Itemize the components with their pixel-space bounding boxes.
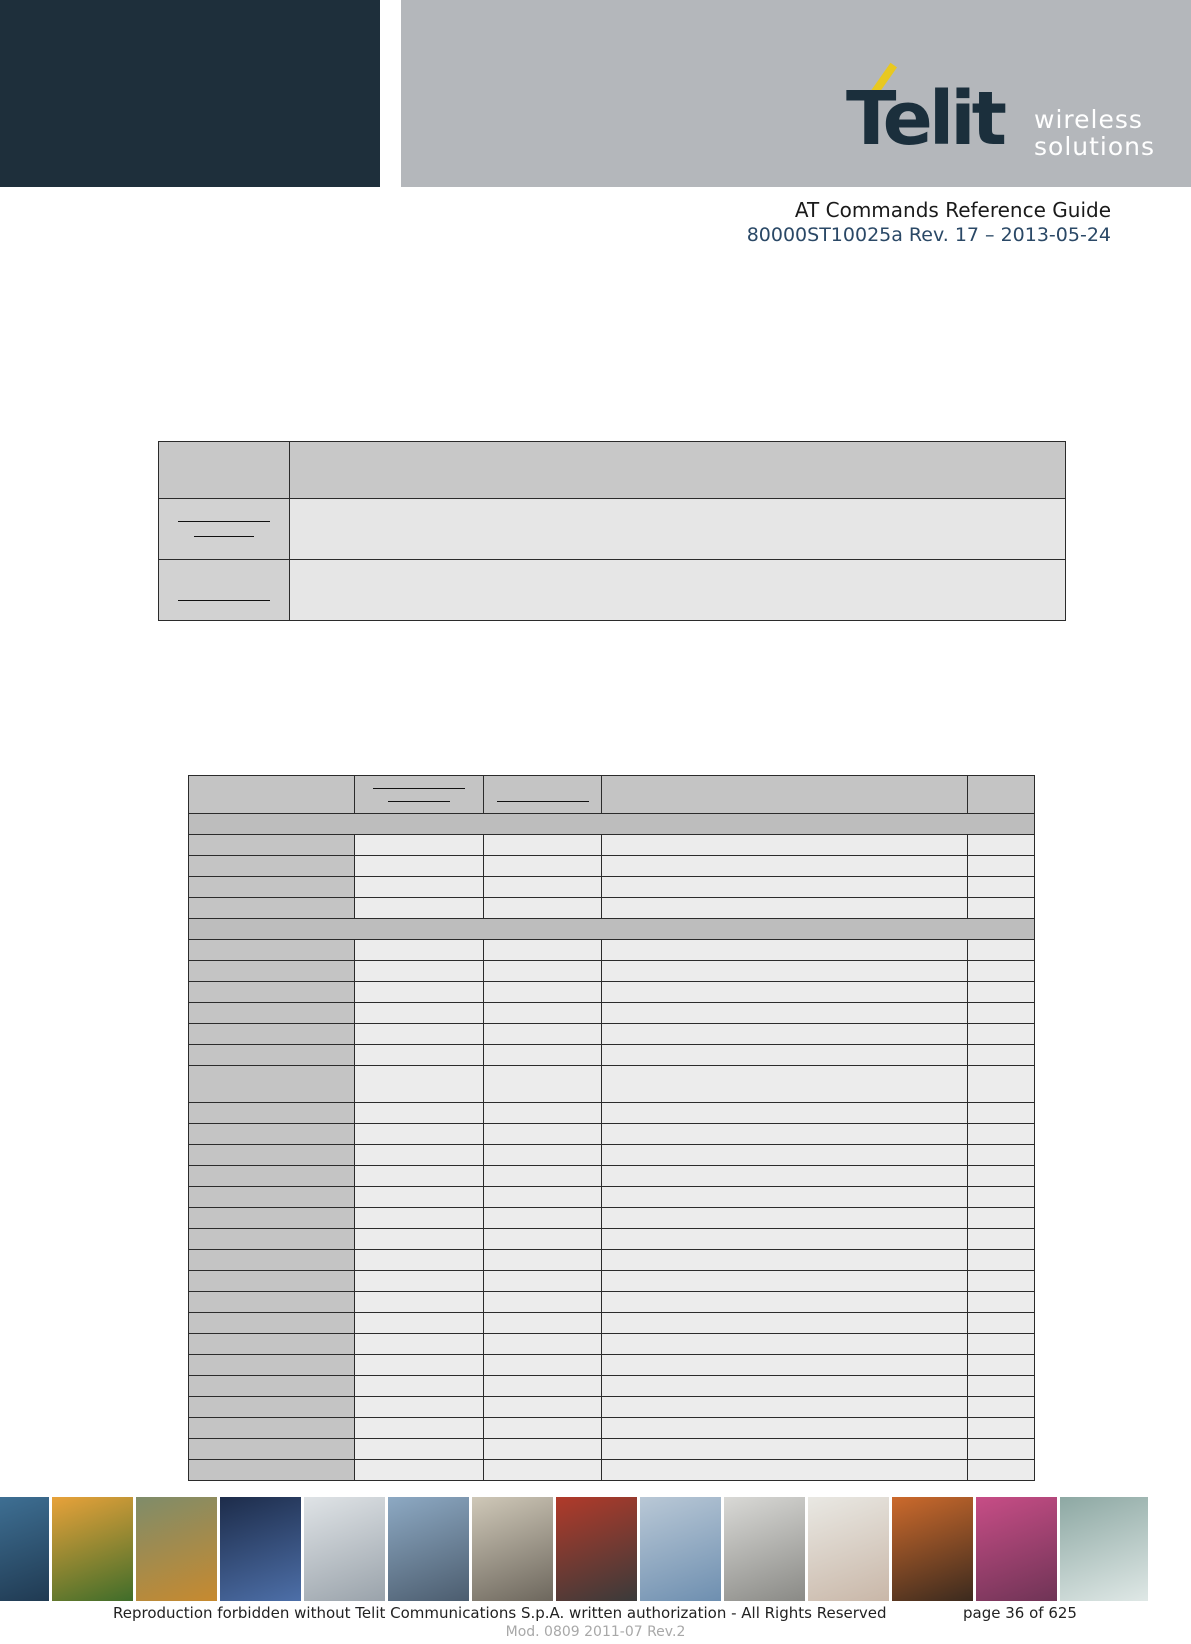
value-cell xyxy=(355,940,484,961)
value-cell xyxy=(968,940,1035,961)
command-cell xyxy=(189,1066,355,1103)
value-cell xyxy=(355,1003,484,1024)
value-cell xyxy=(484,835,602,856)
table-row xyxy=(189,877,1035,898)
footer-photo xyxy=(220,1497,304,1601)
value-cell xyxy=(602,1187,968,1208)
footer-photo xyxy=(304,1497,388,1601)
legend-header-key-cell xyxy=(159,442,290,499)
value-cell xyxy=(484,1376,602,1397)
command-cell xyxy=(189,1229,355,1250)
section-cell xyxy=(189,814,1035,835)
page-number: page 36 of 625 xyxy=(963,1604,1077,1622)
legend-value-cell xyxy=(290,499,1066,560)
value-cell xyxy=(968,856,1035,877)
table-row xyxy=(189,1250,1035,1271)
command-cell xyxy=(189,1145,355,1166)
value-cell xyxy=(602,835,968,856)
value-cell xyxy=(602,1397,968,1418)
value-cell xyxy=(968,1229,1035,1250)
value-cell xyxy=(968,1418,1035,1439)
value-cell xyxy=(355,1250,484,1271)
table-row xyxy=(189,940,1035,961)
value-cell xyxy=(355,898,484,919)
value-cell xyxy=(355,1397,484,1418)
command-cell xyxy=(189,1355,355,1376)
section-cell xyxy=(189,919,1035,940)
value-cell xyxy=(355,877,484,898)
command-cell xyxy=(189,1439,355,1460)
value-cell xyxy=(355,1271,484,1292)
command-cell xyxy=(189,1292,355,1313)
value-cell xyxy=(355,1292,484,1313)
header-dark-panel xyxy=(0,0,380,187)
underline-mark xyxy=(194,536,254,537)
table-row xyxy=(189,1397,1035,1418)
footer-mod: Mod. 0809 2011-07 Rev.2 xyxy=(505,1624,686,1640)
command-cell xyxy=(189,856,355,877)
table-row xyxy=(189,1145,1035,1166)
command-cell xyxy=(189,1250,355,1271)
legend-table-row xyxy=(159,499,1066,560)
table-row xyxy=(189,1208,1035,1229)
value-cell xyxy=(968,1355,1035,1376)
value-cell xyxy=(355,1439,484,1460)
table-row xyxy=(189,1439,1035,1460)
value-cell xyxy=(968,1271,1035,1292)
value-cell xyxy=(484,1229,602,1250)
command-cell xyxy=(189,1045,355,1066)
table-row xyxy=(189,1460,1035,1481)
value-cell xyxy=(484,982,602,1003)
value-cell xyxy=(602,1003,968,1024)
legend-key-cell xyxy=(159,560,290,621)
value-cell xyxy=(602,961,968,982)
value-cell xyxy=(968,1376,1035,1397)
value-cell xyxy=(602,1145,968,1166)
table-row xyxy=(189,1045,1035,1066)
header-cell xyxy=(189,776,355,814)
value-cell xyxy=(968,1124,1035,1145)
value-cell xyxy=(355,1124,484,1145)
table-row xyxy=(189,1418,1035,1439)
legend-table-header-row xyxy=(159,442,1066,499)
table-row xyxy=(189,1313,1035,1334)
value-cell xyxy=(484,1418,602,1439)
value-cell xyxy=(968,1145,1035,1166)
table-row xyxy=(189,1124,1035,1145)
value-cell xyxy=(355,1045,484,1066)
footer-image-strip xyxy=(0,1497,1191,1601)
value-cell xyxy=(602,1439,968,1460)
value-cell xyxy=(968,961,1035,982)
underline-mark xyxy=(497,801,589,802)
value-cell xyxy=(355,1313,484,1334)
value-cell xyxy=(355,1024,484,1045)
value-cell xyxy=(602,1103,968,1124)
command-table xyxy=(188,775,1035,1481)
command-cell xyxy=(189,1334,355,1355)
legend-value-cell xyxy=(290,560,1066,621)
table-row xyxy=(189,1166,1035,1187)
command-cell xyxy=(189,1003,355,1024)
value-cell xyxy=(484,1250,602,1271)
value-cell xyxy=(355,1187,484,1208)
footer-photo xyxy=(136,1497,220,1601)
value-cell xyxy=(484,1355,602,1376)
value-cell xyxy=(968,1024,1035,1045)
command-cell xyxy=(189,1460,355,1481)
value-cell xyxy=(968,1250,1035,1271)
value-cell xyxy=(484,940,602,961)
command-cell xyxy=(189,1124,355,1145)
section-row xyxy=(189,919,1035,940)
value-cell xyxy=(484,1397,602,1418)
value-cell xyxy=(602,1124,968,1145)
value-cell xyxy=(968,1208,1035,1229)
footer-notice: Reproduction forbidden without Telit Communications S.p.A. written authorization - All Rights Reserved xyxy=(113,1604,887,1622)
document-revision: 80000ST10025a Rev. 17 – 2013-05-24 xyxy=(746,224,1111,246)
value-cell xyxy=(355,1418,484,1439)
value-cell xyxy=(602,1066,968,1103)
table-row xyxy=(189,961,1035,982)
table-row xyxy=(189,1355,1035,1376)
table-row xyxy=(189,1103,1035,1124)
value-cell xyxy=(968,982,1035,1003)
value-cell xyxy=(602,898,968,919)
header-cell xyxy=(484,776,602,814)
command-cell xyxy=(189,1187,355,1208)
value-cell xyxy=(355,856,484,877)
section-row xyxy=(189,814,1035,835)
header-cell xyxy=(355,776,484,814)
table-row xyxy=(189,1003,1035,1024)
value-cell xyxy=(968,835,1035,856)
legend-table-row xyxy=(159,560,1066,621)
value-cell xyxy=(355,1145,484,1166)
value-cell xyxy=(602,1024,968,1045)
value-cell xyxy=(602,1376,968,1397)
legend-key-cell xyxy=(159,499,290,560)
table-row xyxy=(189,1376,1035,1397)
table-row xyxy=(189,835,1035,856)
value-cell xyxy=(484,1208,602,1229)
value-cell xyxy=(968,1103,1035,1124)
logo-tagline xyxy=(1034,106,1155,160)
value-cell xyxy=(484,1460,602,1481)
value-cell xyxy=(968,1439,1035,1460)
command-cell xyxy=(189,961,355,982)
value-cell xyxy=(484,1439,602,1460)
table-row xyxy=(189,1187,1035,1208)
table-row xyxy=(189,1292,1035,1313)
value-cell xyxy=(968,1045,1035,1066)
command-cell xyxy=(189,1397,355,1418)
table-row xyxy=(189,856,1035,877)
table-row xyxy=(189,1271,1035,1292)
value-cell xyxy=(602,1334,968,1355)
value-cell xyxy=(484,856,602,877)
value-cell xyxy=(484,1066,602,1103)
table-row xyxy=(189,1229,1035,1250)
value-cell xyxy=(602,877,968,898)
footer-photo xyxy=(0,1497,52,1601)
value-cell xyxy=(484,961,602,982)
footer-photo xyxy=(472,1497,556,1601)
value-cell xyxy=(484,1313,602,1334)
value-cell xyxy=(602,1460,968,1481)
value-cell xyxy=(484,877,602,898)
command-cell xyxy=(189,1418,355,1439)
value-cell xyxy=(484,1166,602,1187)
table-row xyxy=(189,1066,1035,1103)
value-cell xyxy=(355,1355,484,1376)
value-cell xyxy=(602,982,968,1003)
value-cell xyxy=(484,898,602,919)
value-cell xyxy=(355,961,484,982)
logo-tagline-line1: wireless xyxy=(1034,105,1143,134)
value-cell xyxy=(484,1003,602,1024)
command-cell xyxy=(189,835,355,856)
footer-photo xyxy=(640,1497,724,1601)
value-cell xyxy=(484,1292,602,1313)
value-cell xyxy=(484,1334,602,1355)
legend-table xyxy=(158,441,1066,621)
value-cell xyxy=(968,1066,1035,1103)
footer-photo xyxy=(976,1497,1060,1601)
underline-mark xyxy=(178,600,270,601)
header-cell xyxy=(602,776,968,814)
value-cell xyxy=(484,1187,602,1208)
value-cell xyxy=(355,1208,484,1229)
value-cell xyxy=(355,1334,484,1355)
document-title: AT Commands Reference Guide xyxy=(794,198,1111,222)
command-cell xyxy=(189,1103,355,1124)
value-cell xyxy=(602,1271,968,1292)
value-cell xyxy=(484,1103,602,1124)
command-cell xyxy=(189,982,355,1003)
logo-tagline-line2: solutions xyxy=(1034,132,1156,161)
value-cell xyxy=(484,1145,602,1166)
value-cell xyxy=(968,877,1035,898)
value-cell xyxy=(355,1376,484,1397)
value-cell xyxy=(968,1460,1035,1481)
value-cell xyxy=(355,835,484,856)
header-cell xyxy=(968,776,1035,814)
value-cell xyxy=(484,1045,602,1066)
table-row xyxy=(189,898,1035,919)
command-cell xyxy=(189,877,355,898)
footer-photo xyxy=(724,1497,808,1601)
value-cell xyxy=(602,1229,968,1250)
value-cell xyxy=(602,1418,968,1439)
value-cell xyxy=(602,1250,968,1271)
telit-logo xyxy=(846,62,1156,172)
footer-photo xyxy=(808,1497,892,1601)
footer-photo xyxy=(52,1497,136,1601)
underline-mark xyxy=(388,801,450,802)
value-cell xyxy=(355,1066,484,1103)
command-table-body xyxy=(189,776,1035,1481)
value-cell xyxy=(355,1166,484,1187)
footer-photo xyxy=(388,1497,472,1601)
value-cell xyxy=(484,1024,602,1045)
value-cell xyxy=(484,1271,602,1292)
value-cell xyxy=(968,1397,1035,1418)
command-cell xyxy=(189,898,355,919)
value-cell xyxy=(968,898,1035,919)
value-cell xyxy=(355,1460,484,1481)
value-cell xyxy=(602,1355,968,1376)
command-cell xyxy=(189,1208,355,1229)
value-cell xyxy=(602,1292,968,1313)
value-cell xyxy=(602,1166,968,1187)
command-cell xyxy=(189,1313,355,1334)
value-cell xyxy=(602,940,968,961)
value-cell xyxy=(602,1045,968,1066)
table-row xyxy=(189,1024,1035,1045)
footer-photo xyxy=(556,1497,640,1601)
value-cell xyxy=(602,1313,968,1334)
footer-photo xyxy=(1060,1497,1151,1601)
value-cell xyxy=(602,856,968,877)
value-cell xyxy=(968,1292,1035,1313)
command-cell xyxy=(189,1271,355,1292)
value-cell xyxy=(968,1334,1035,1355)
value-cell xyxy=(968,1187,1035,1208)
value-cell xyxy=(968,1313,1035,1334)
command-table-header-row xyxy=(189,776,1035,814)
legend-header-value-cell xyxy=(290,442,1066,499)
command-cell xyxy=(189,940,355,961)
value-cell xyxy=(355,982,484,1003)
underline-mark xyxy=(178,521,270,522)
table-row xyxy=(189,982,1035,1003)
command-cell xyxy=(189,1024,355,1045)
value-cell xyxy=(602,1208,968,1229)
logo-wordmark: Telit xyxy=(846,76,1003,162)
value-cell xyxy=(968,1003,1035,1024)
underline-mark xyxy=(373,788,465,789)
footer-photo xyxy=(892,1497,976,1601)
value-cell xyxy=(355,1103,484,1124)
command-cell xyxy=(189,1166,355,1187)
value-cell xyxy=(968,1166,1035,1187)
table-row xyxy=(189,1334,1035,1355)
value-cell xyxy=(355,1229,484,1250)
value-cell xyxy=(484,1124,602,1145)
command-cell xyxy=(189,1376,355,1397)
